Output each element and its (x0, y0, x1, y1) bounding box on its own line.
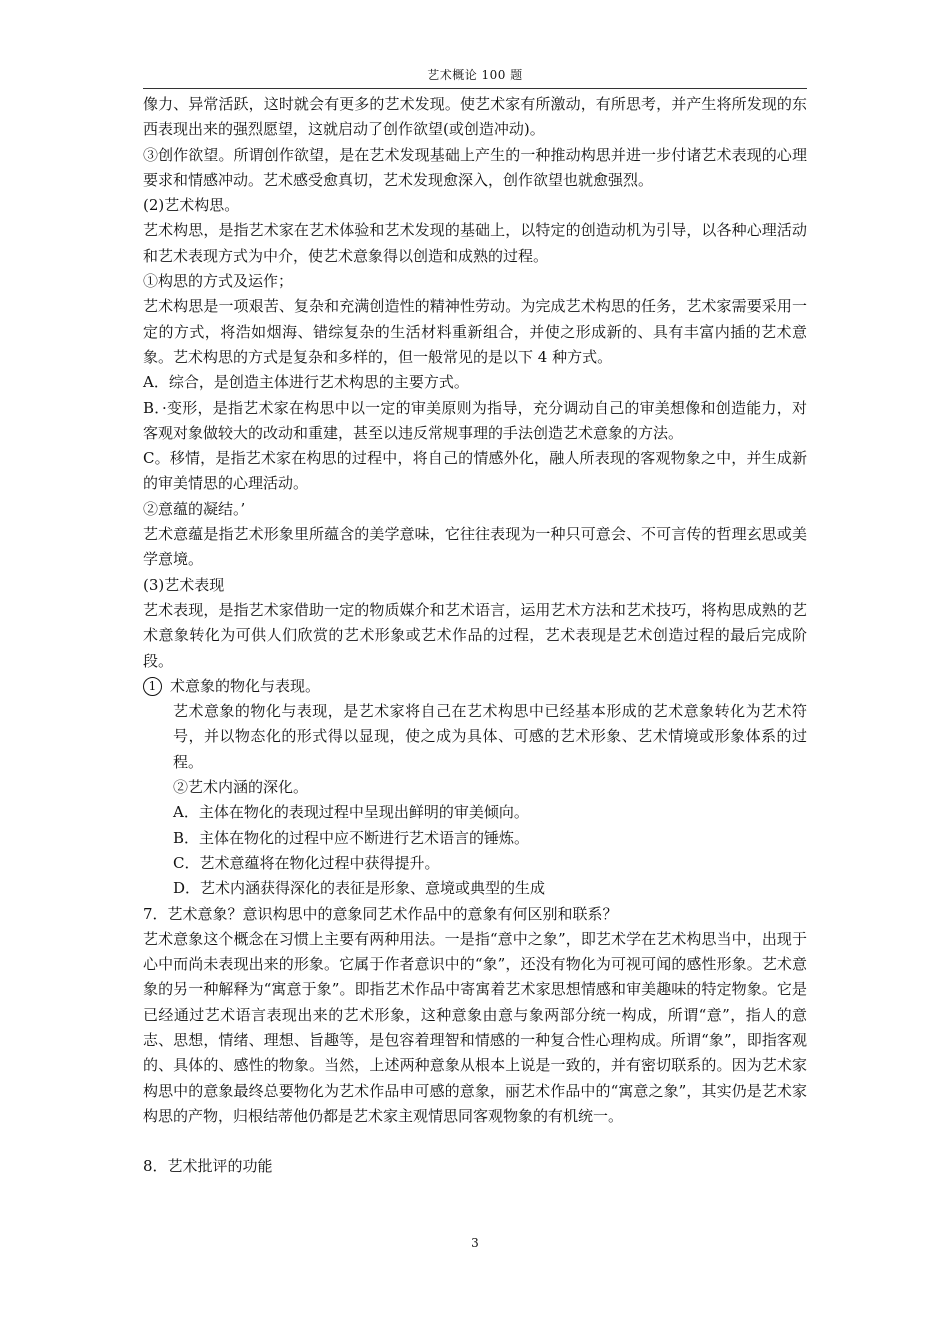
indented-heading: ②艺术内涵的深化。 (173, 778, 309, 797)
page-header (143, 66, 807, 89)
section-heading: (2)艺术构思。 (143, 196, 240, 215)
indented-list-item: A．主体在物化的表现过程中呈现出鲜明的审美倾向。 (173, 803, 529, 822)
page-number: 3 (471, 1236, 479, 1250)
circled-item-text: 术意象的物化与表现。 (170, 676, 321, 695)
subsection-heading: ①构思的方式及运作； (143, 272, 294, 291)
section-heading: (3)艺术表现 (143, 575, 225, 594)
question-8: 8．艺术批评的功能 (143, 1157, 273, 1176)
subsection-heading: ②意蕴的凝结。’ (143, 499, 246, 518)
circled-number: 1 (143, 677, 162, 696)
paragraph: 艺术构思，是指艺术家在艺术体验和艺术发现的基础上，以特定的创造动机为引导，以各种心理活动和艺术表现方式为中介，使艺术意象得以创造和成熟的过程。 (143, 221, 807, 265)
indented-list-item: D．艺术内涵获得深化的表征是形象、意境或典型的生成 (173, 879, 546, 898)
circled-list-item (143, 674, 807, 699)
document-body (143, 92, 807, 1179)
question-7: 7．艺术意象？意识构思中的意象同艺术作品中的意象有何区别和联系？ (143, 904, 618, 923)
indented-paragraph: 艺术意象的物化与表现，是艺术家将自己在艺术构思中已经基本形成的艺术意象转化为艺术符号，并以物态化的形式得以显现，使之成为具体、可感的艺术形象、艺术情境或形象体系的过程。 (173, 702, 807, 771)
indented-list-item: C．艺术意蕴将在物化过程中获得提升。 (173, 853, 440, 872)
paragraph: 艺术意蕴是指艺术形象里所蕴含的美学意味，它往往表现为一种只可意会、不可言传的哲理玄思或美学意境。 (143, 525, 807, 569)
list-item: C。移情，是指艺术家在构思的过程中，将自己的情感外化，融人所表现的客观物象之中，并生成新的审美情思的心理活动。 (143, 449, 807, 493)
paragraph: 像力、异常活跃，这时就会有更多的艺术发现。使艺术家有所激动，有所思考，并产生将所发现的东西表现出来的强烈愿望，这就启动了创作欲望(或创造冲动)。 (143, 95, 807, 139)
indented-list-item: B．主体在物化的过程中应不断进行艺术语言的锤炼。 (173, 828, 530, 847)
list-item: B．·变形，是指艺术家在构思中以一定的审美原则为指导，充分调动自己的审美想像和创造能力，对客观对象做较大的改动和重建，甚至以违反常规事理的手法创造艺术意象的方法。 (143, 398, 807, 442)
header-title: 艺术概论 100 题 (427, 68, 523, 82)
paragraph: ③创作欲望。所谓创作欲望，是在艺术发现基础上产生的一种推动构思并进一步付诸艺术表现的心理要求和情感冲动。艺术感受愈真切，艺术发现愈深入，创作欲望也就愈强烈。 (143, 145, 807, 189)
list-item: A．综合，是创造主体进行艺术构思的主要方式。 (143, 373, 469, 392)
answer-7: 艺术意象这个概念在习惯上主要有两种用法。一是指“意中之象”，即艺术学在艺术构思当中，出现于心中而尚未表现出来的形象。它属于作者意识中的“象”，还没有物化为可视可闻的感性形象。艺术意象的另一种解释为“寓意于象”。即指艺术作品中寄寓着艺术家思想情感和审美趣味的特定物象。它是已经通过艺术语言表现出来的艺术形象，这种意象由意与象两部分统一构成，所谓“意”，指人的意志、思想，情绪、理想、旨趣等，是包容着理智和情感的一种复合性心理构成。所谓“象”，即指客观的、具体的、感性的物象。当然，上述两种意象从根本上说是一致的，并有密切联系的。因为艺术家构思中的意象最终总要物化为艺术作品申可感的意象，丽艺术作品中的“寓意之象”，其实仍是艺术家构思的产物，归根结蒂他仍都是艺术家主观情思同客观物象的有机统一。 (143, 929, 807, 1125)
paragraph: 艺术表现，是指艺术家借助一定的物质媒介和艺术语言，运用艺术方法和艺术技巧，将构思成熟的艺术意象转化为可供人们欣赏的艺术形象或艺术作品的过程，艺术表现是艺术创造过程的最后完成阶段。 (143, 600, 807, 670)
paragraph: 艺术构思是一项艰苦、复杂和充满创造性的精神性劳动。为完成艺术构思的任务，艺术家需要采用一定的方式，将浩如烟海、错综复杂的生活材料重新组合，并使之形成新的、具有丰富内插的艺术意象。艺术构思的方式是复杂和多样的，但一般常见的是以下 4 种方式。 (143, 297, 807, 366)
